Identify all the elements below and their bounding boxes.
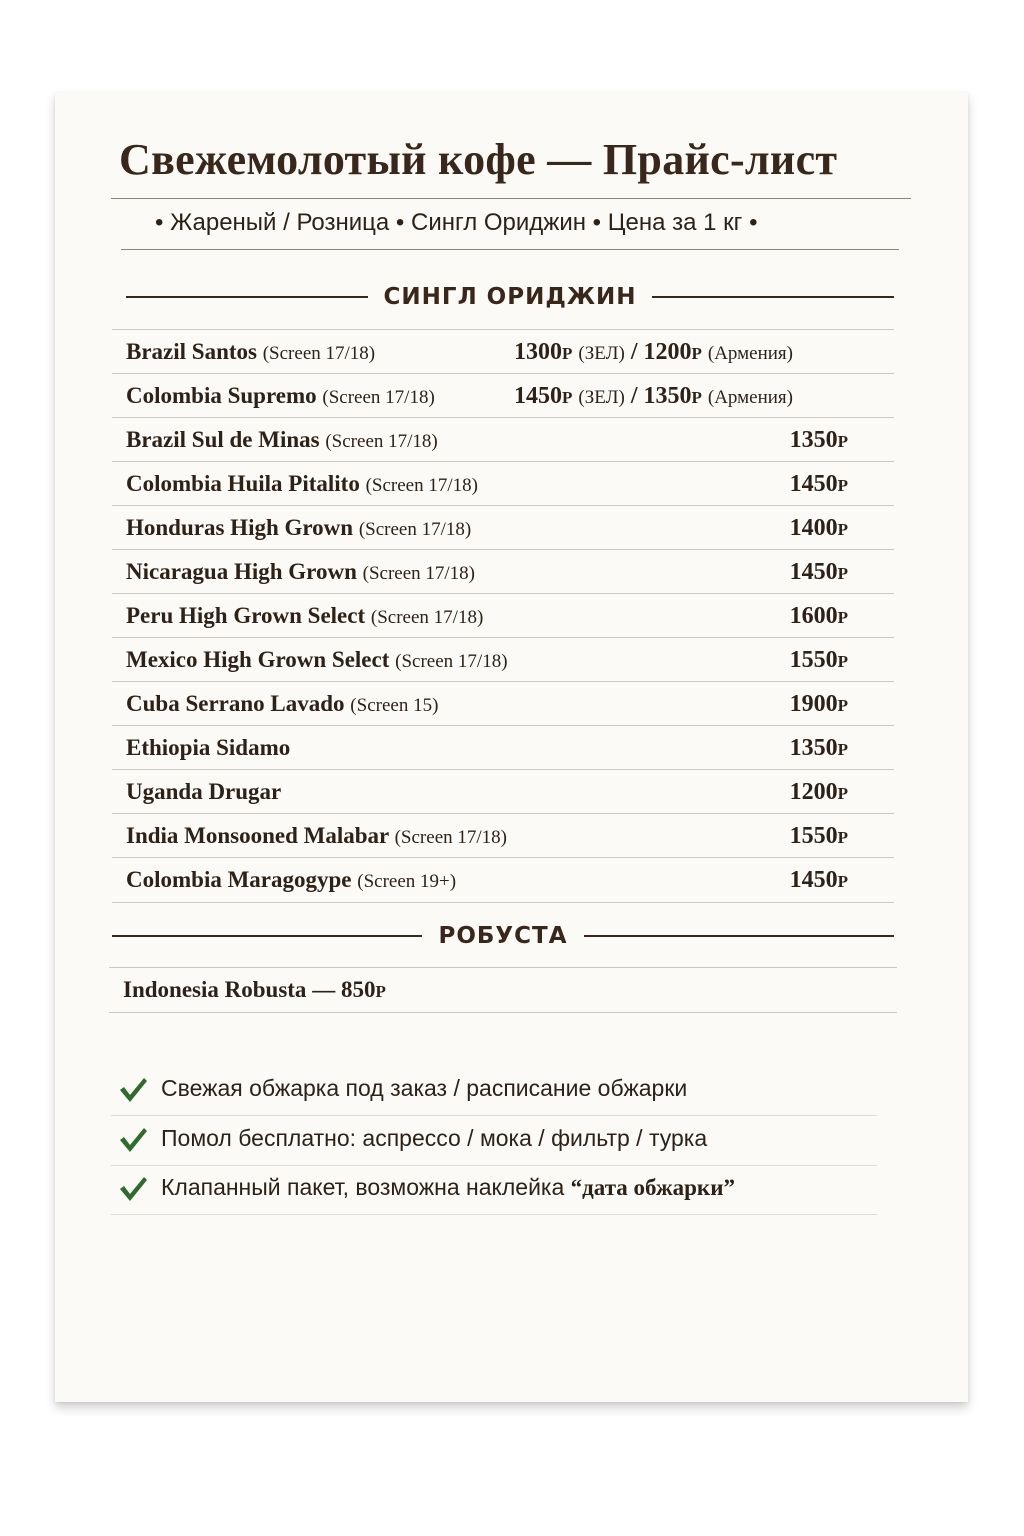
product-row xyxy=(112,813,894,858)
feature-text xyxy=(161,1174,735,1201)
ruble-sign: Р xyxy=(691,388,702,407)
robusta-price: 850 xyxy=(340,977,376,1002)
product-price xyxy=(790,471,848,498)
product-row xyxy=(112,681,894,726)
product-title: Honduras High Grown xyxy=(126,515,354,540)
product-price xyxy=(790,647,848,674)
product-price xyxy=(790,559,848,586)
product-row xyxy=(112,725,894,770)
green-label: (ЗЕЛ) xyxy=(578,343,625,364)
ruble-sign: Р xyxy=(837,828,848,847)
product-name xyxy=(126,603,483,629)
price-value: 1600 xyxy=(789,603,838,629)
product-price xyxy=(790,867,848,894)
product-title: Ethiopia Sidamo xyxy=(126,735,291,760)
price-list-sheet xyxy=(55,92,968,1402)
product-name xyxy=(126,779,281,805)
product-row xyxy=(112,769,894,814)
ruble-sign: Р xyxy=(837,564,848,583)
feature-item xyxy=(111,1166,877,1215)
product-title: Peru High Grown Select xyxy=(126,603,366,628)
product-name xyxy=(126,647,508,673)
section-rule-right xyxy=(652,296,894,298)
ruble-sign: Р xyxy=(837,608,848,627)
ruble-sign: Р xyxy=(837,520,848,539)
screen-size-note: (Screen 17/18) xyxy=(322,387,435,408)
product-row xyxy=(112,593,894,638)
robusta-dash: — xyxy=(312,977,336,1002)
product-title: Uganda Drugar xyxy=(126,779,282,804)
green-label: (ЗЕЛ) xyxy=(578,387,625,408)
price-value: 1450 xyxy=(789,471,838,497)
page-title: Свежемолотый кофе — Прайс-лист xyxy=(119,135,838,184)
product-row xyxy=(112,857,894,903)
screen-size-note: (Screen 15) xyxy=(350,695,439,716)
price-value: 1350 xyxy=(789,427,838,453)
section-rule-left xyxy=(112,935,422,937)
product-title: Colombia Supremo xyxy=(126,383,317,408)
product-price xyxy=(790,603,848,630)
ruble-sign: Р xyxy=(562,344,573,363)
ruble-sign: Р xyxy=(691,344,702,363)
ruble-sign: Р xyxy=(837,432,848,451)
check-icon xyxy=(117,1174,149,1204)
product-price xyxy=(790,515,848,542)
product-row xyxy=(112,461,894,506)
product-title: Mexico High Grown Select xyxy=(126,647,390,672)
dual-price: 1450Р (ЗЕЛ) / 1350Р (Армения) xyxy=(514,383,793,409)
feature-text-main: Помол бесплатно: аспрессо / мока / фильтр / турка xyxy=(161,1125,708,1151)
price-value: 1550 xyxy=(789,647,838,673)
product-price xyxy=(790,691,848,718)
product-name xyxy=(126,867,456,893)
product-row xyxy=(112,417,894,462)
ruble-sign: Р xyxy=(375,982,386,1001)
product-title: Brazil Sul de Minas xyxy=(126,427,320,452)
ruble-sign: Р xyxy=(837,740,848,759)
screen-size-note: (Screen 17/18) xyxy=(365,475,478,496)
robusta-row xyxy=(109,967,897,1013)
screen-size-note: (Screen 17/18) xyxy=(395,651,508,672)
product-name xyxy=(126,735,290,761)
product-name xyxy=(123,977,386,1003)
product-price xyxy=(790,427,848,454)
feature-item xyxy=(111,1117,877,1166)
product-name xyxy=(126,691,438,717)
screen-size-note: (Screen 17/18) xyxy=(262,343,376,364)
section-header-single-origin xyxy=(126,284,894,310)
price-alt: 1200 xyxy=(643,339,692,365)
title-divider xyxy=(111,198,911,199)
feature-text-main: Клапанный пакет, возможна наклейка xyxy=(161,1174,571,1200)
price-value: 1200 xyxy=(789,779,838,805)
screen-size-note: (Screen 17/18) xyxy=(394,827,507,848)
product-name xyxy=(126,427,438,453)
price-green: 1300 xyxy=(514,339,562,365)
section-title: СИНГЛ ОРИДЖИН xyxy=(383,284,637,310)
subtitle-divider xyxy=(121,249,899,250)
screen-size-note: (Screen 19+) xyxy=(357,871,457,892)
check-icon xyxy=(117,1125,149,1155)
alt-label: (Армения) xyxy=(707,387,793,408)
product-title: Colombia Huila Pitalito xyxy=(126,471,360,496)
price-alt: 1350 xyxy=(643,383,692,409)
ruble-sign: Р xyxy=(837,696,848,715)
product-price xyxy=(790,779,848,806)
product-name xyxy=(126,339,375,365)
ruble-sign: Р xyxy=(837,652,848,671)
price-value: 1900 xyxy=(789,691,838,717)
dual-price: 1300Р (ЗЕЛ) / 1200Р (Армения) xyxy=(514,339,793,365)
price-value: 1350 xyxy=(789,735,838,761)
product-row xyxy=(112,373,894,418)
feature-text xyxy=(161,1075,687,1102)
section-rule-left xyxy=(126,296,368,298)
feature-item xyxy=(111,1067,877,1116)
screen-size-note: (Screen 17/18) xyxy=(362,563,476,584)
product-row xyxy=(112,637,894,682)
check-icon xyxy=(117,1075,149,1105)
product-name xyxy=(126,823,507,849)
screen-size-note: (Screen 17/18) xyxy=(370,607,484,628)
price-value: 1550 xyxy=(789,823,838,849)
product-title: India Monsooned Malabar xyxy=(126,823,389,848)
product-price xyxy=(790,735,848,762)
ruble-sign: Р xyxy=(562,388,573,407)
product-row xyxy=(112,549,894,594)
product-row xyxy=(112,329,894,374)
product-title: Colombia Maragogype xyxy=(126,867,352,892)
alt-label: (Армения) xyxy=(707,343,793,364)
section-title: РОБУСТА xyxy=(438,923,568,949)
page-subtitle: • Жареный / Розница • Сингл Ориджин • Цена за 1 кг • xyxy=(155,209,758,236)
ruble-sign: Р xyxy=(837,476,848,495)
ruble-sign: Р xyxy=(837,872,848,891)
screen-size-note: (Screen 17/18) xyxy=(358,519,472,540)
feature-text-main: Свежая обжарка под заказ / расписание обжарки xyxy=(161,1075,688,1101)
product-name xyxy=(126,471,478,497)
product-title: Brazil Santos xyxy=(126,339,257,364)
price-value: 1450 xyxy=(789,559,838,585)
robusta-name: Indonesia Robusta xyxy=(123,977,307,1002)
product-name xyxy=(126,515,471,541)
feature-text-bold: “дата обжарки” xyxy=(570,1175,735,1200)
ruble-sign: Р xyxy=(837,784,848,803)
price-green: 1450 xyxy=(514,383,562,409)
product-title: Cuba Serrano Lavado xyxy=(126,691,345,716)
product-price xyxy=(790,823,848,850)
screen-size-note: (Screen 17/18) xyxy=(325,431,438,452)
feature-text xyxy=(161,1125,707,1152)
product-title: Nicaragua High Grown xyxy=(126,559,357,584)
product-row xyxy=(112,505,894,550)
product-name xyxy=(126,383,435,409)
product-name xyxy=(126,559,475,585)
price-value: 1400 xyxy=(789,515,838,541)
price-value: 1450 xyxy=(789,867,838,893)
section-rule-right xyxy=(584,935,894,937)
section-header-robusta xyxy=(112,923,894,949)
